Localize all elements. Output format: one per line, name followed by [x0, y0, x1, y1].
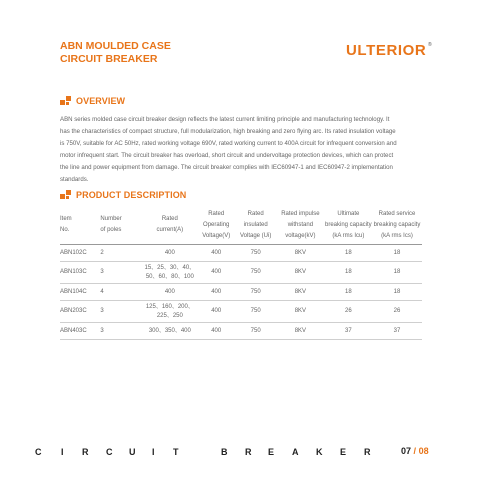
- page-separator: /: [413, 446, 417, 456]
- logo-wordmark: ULTERIOR: [346, 42, 427, 59]
- cell-voltage: 400: [197, 245, 235, 262]
- col-header-service-breaking: Rated service breaking capacity (kA rms Ics): [372, 206, 422, 245]
- footer-letter: K: [316, 447, 323, 457]
- footer-letter: C: [106, 447, 113, 457]
- col-header-current: Rated current(A): [142, 206, 197, 245]
- cell-poles: 2: [100, 245, 142, 262]
- cell-voltage: 400: [197, 301, 235, 323]
- product-description-title: PRODUCT DESCRIPTION: [76, 190, 187, 200]
- cell-item: ABN203C: [60, 301, 100, 323]
- col-header-poles: Number of poles: [100, 206, 142, 245]
- cell-poles: 3: [100, 301, 142, 323]
- title-line-2: CIRCUIT BREAKER: [60, 53, 158, 65]
- cell-service: 18: [372, 284, 422, 301]
- overview-line: has the characteristics of compact structure, full modularization, high breaking and zero flying arc. Its rated insulation voltage: [60, 128, 396, 135]
- overview-heading: [60, 96, 125, 106]
- cell-ultimate: 18: [325, 284, 372, 301]
- cell-impulse: 8KV: [276, 323, 325, 340]
- table-row: [60, 323, 422, 340]
- table-row: [60, 262, 422, 284]
- footer-letter: I: [61, 447, 64, 457]
- table-row: [60, 245, 422, 262]
- page-current: 07: [401, 446, 412, 456]
- document-title: [60, 40, 171, 66]
- cell-insulated: 750: [235, 284, 276, 301]
- ulterior-logo: [346, 40, 434, 60]
- footer-letter: A: [292, 447, 299, 457]
- footer-letter: T: [173, 447, 179, 457]
- cell-ultimate: 18: [325, 245, 372, 262]
- page-number: [401, 446, 429, 456]
- cell-insulated: 750: [235, 323, 276, 340]
- cell-voltage: 400: [197, 323, 235, 340]
- cell-insulated: 750: [235, 301, 276, 323]
- overview-line: the line and power equipment from damage. The circuit breaker complies with IEC60947-1 and IEC60947-2 implementation: [60, 164, 393, 171]
- table-row: [60, 301, 422, 323]
- footer-letter: I: [152, 447, 155, 457]
- col-header-operating-voltage: Rated Operating Voltage(V): [197, 206, 235, 245]
- cell-current: 15、25、30、40、 50、60、80、100: [142, 262, 197, 284]
- cell-impulse: 8KV: [276, 284, 325, 301]
- overview-title: OVERVIEW: [76, 96, 126, 106]
- registered-mark: ®: [428, 42, 432, 48]
- cell-service: 18: [372, 245, 422, 262]
- cell-impulse: 8KV: [276, 301, 325, 323]
- footer-letter: R: [245, 447, 252, 457]
- page-total: 08: [418, 446, 429, 456]
- cell-ultimate: 18: [325, 262, 372, 284]
- cell-voltage: 400: [197, 284, 235, 301]
- col-header-insulated-voltage: Rated insulated Voltage (Ui): [235, 206, 276, 245]
- cell-voltage: 400: [197, 262, 235, 284]
- spec-table: [60, 206, 422, 340]
- cell-item: ABN104C: [60, 284, 100, 301]
- section-squares-icon: [60, 190, 72, 200]
- footer-letter: U: [129, 447, 136, 457]
- overview-paragraph: [60, 114, 432, 186]
- overview-line: motor infrequent start. The circuit breaker has overload, short circuit and undervoltage protection devices, which can protect: [60, 152, 394, 159]
- cell-current: 300、350、400: [142, 323, 197, 340]
- cell-insulated: 750: [235, 245, 276, 262]
- footer-letter: B: [221, 447, 228, 457]
- product-description-heading: [60, 190, 186, 200]
- cell-current: 400: [142, 245, 197, 262]
- cell-impulse: 8KV: [276, 245, 325, 262]
- cell-service: 18: [372, 262, 422, 284]
- cell-ultimate: 37: [325, 323, 372, 340]
- col-header-ultimate-breaking: Ultimate breaking capacity (kA rms Icu): [325, 206, 372, 245]
- col-header-impulse-voltage: Rated impulse withstand voltage(kV): [276, 206, 325, 245]
- cell-poles: 3: [100, 323, 142, 340]
- title-line-1: ABN MOULDED CASE: [60, 40, 171, 52]
- footer-letter: E: [340, 447, 347, 457]
- footer-letter: C: [35, 447, 42, 457]
- table-row: [60, 284, 422, 301]
- cell-item: ABN102C: [60, 245, 100, 262]
- footer-letter: R: [364, 447, 371, 457]
- cell-impulse: 8KV: [276, 262, 325, 284]
- overview-line: ABN series molded case circuit breaker design reflects the latest current limiting principle and manufacturing technology. It: [60, 116, 390, 123]
- cell-poles: 4: [100, 284, 142, 301]
- cell-item: ABN103C: [60, 262, 100, 284]
- table-header-row: [60, 206, 422, 245]
- overview-line: is 750V, suitable for AC 50Hz, rated working voltage 690V, rated working current to 400A circuit for infrequent conversion and: [60, 140, 397, 147]
- cell-ultimate: 26: [325, 301, 372, 323]
- cell-current: 400: [142, 284, 197, 301]
- section-squares-icon: [60, 96, 72, 106]
- footer-letter: R: [82, 447, 89, 457]
- footer-letter: E: [268, 447, 275, 457]
- cell-service: 26: [372, 301, 422, 323]
- cell-current: 125、160、200、 225、250: [142, 301, 197, 323]
- cell-insulated: 750: [235, 262, 276, 284]
- col-header-item: Item No.: [60, 206, 100, 245]
- cell-item: ABN403C: [60, 323, 100, 340]
- overview-line: standards.: [60, 176, 89, 183]
- cell-poles: 3: [100, 262, 142, 284]
- cell-service: 37: [372, 323, 422, 340]
